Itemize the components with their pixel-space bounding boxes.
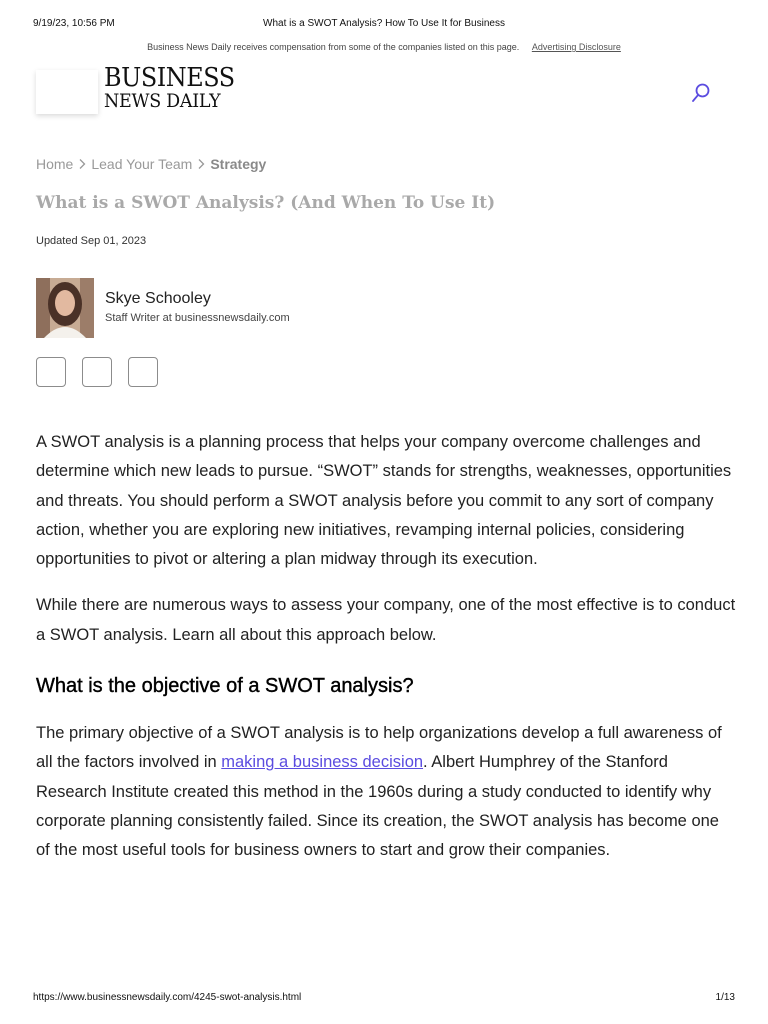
print-footer [33,992,735,1006]
print-doc-title: What is a SWOT Analysis? How To Use It for Business [263,18,505,29]
logo-line-1: BUSINESS [104,63,235,93]
author-byline [36,278,732,338]
share-button-3[interactable] [128,357,158,387]
breadcrumb-strategy[interactable]: Strategy [210,156,267,172]
print-url: https://www.businessnewsdaily.com/4245-swot-analysis.html [33,992,302,1003]
article-title: What is a SWOT Analysis? (And When To Use It) [36,193,496,213]
site-logo[interactable] [104,65,246,111]
avatar[interactable] [36,278,94,338]
advertising-disclosure-link[interactable]: Advertising Disclosure [531,42,621,52]
author-role: Staff Writer at businessnewsdaily.com [105,312,290,324]
updated-date: Updated Sep 01, 2023 [36,235,147,247]
search-button[interactable] [690,82,712,104]
logo-icon[interactable] [36,70,98,114]
site-header [0,62,768,122]
intro-paragraph-2: While there are numerous ways to assess your company, one of the most effective is to conduct a SWOT analysis. Learn all about this approach below. [36,596,736,644]
breadcrumb-home[interactable]: Home [36,156,74,172]
share-buttons [36,357,174,387]
objective-text-after: . Albert Humphrey of the Stanford Research Institute created this method in the 1960s during a study conducted to identify why corporate planning consistently failed. Since its creation, the SWOT analysis has become one of the most useful tools for business owners to start and grow their companies. [36,753,719,860]
making-business-decision-link[interactable]: making a business decision [221,753,424,772]
breadcrumb-lead-your-team[interactable]: Lead Your Team [91,156,193,172]
author-name[interactable]: Skye Schooley [105,290,211,307]
print-header [33,18,735,32]
share-button-1[interactable] [36,357,66,387]
section-heading-objective: What is the objective of a SWOT analysis? [36,675,414,698]
objective-text-before: The primary objective of a SWOT analysis is to help organizations develop a full awareness of all the factors involved in [36,724,722,772]
disclosure-bar [0,42,768,52]
logo-line-2: NEWS DAILY [104,90,221,112]
intro-paragraph-1: A SWOT analysis is a planning process that helps your company overcome challenges and determine which new leads to pursue. “SWOT” stands for strengths, weaknesses, opportunities and threats. You should perform a SWOT analysis before you commit to any sort of company action, whether you are exploring new initiatives, revamping internal policies, considering opportunities to pivot or altering a plan midway through its execution. [36,433,732,569]
objective-paragraph [36,719,736,865]
chevron-right-icon [197,158,205,170]
print-datetime: 9/19/23, 10:56 PM [33,18,115,29]
author-photo [36,278,94,338]
share-button-2[interactable] [82,357,112,387]
page-number: 1/13 [715,992,735,1003]
article-body [36,428,736,883]
chevron-right-icon [78,158,86,170]
breadcrumb [36,156,266,172]
search-icon [690,82,712,104]
disclosure-text: Business News Daily receives compensation from some of the companies listed on this page. [147,42,520,52]
